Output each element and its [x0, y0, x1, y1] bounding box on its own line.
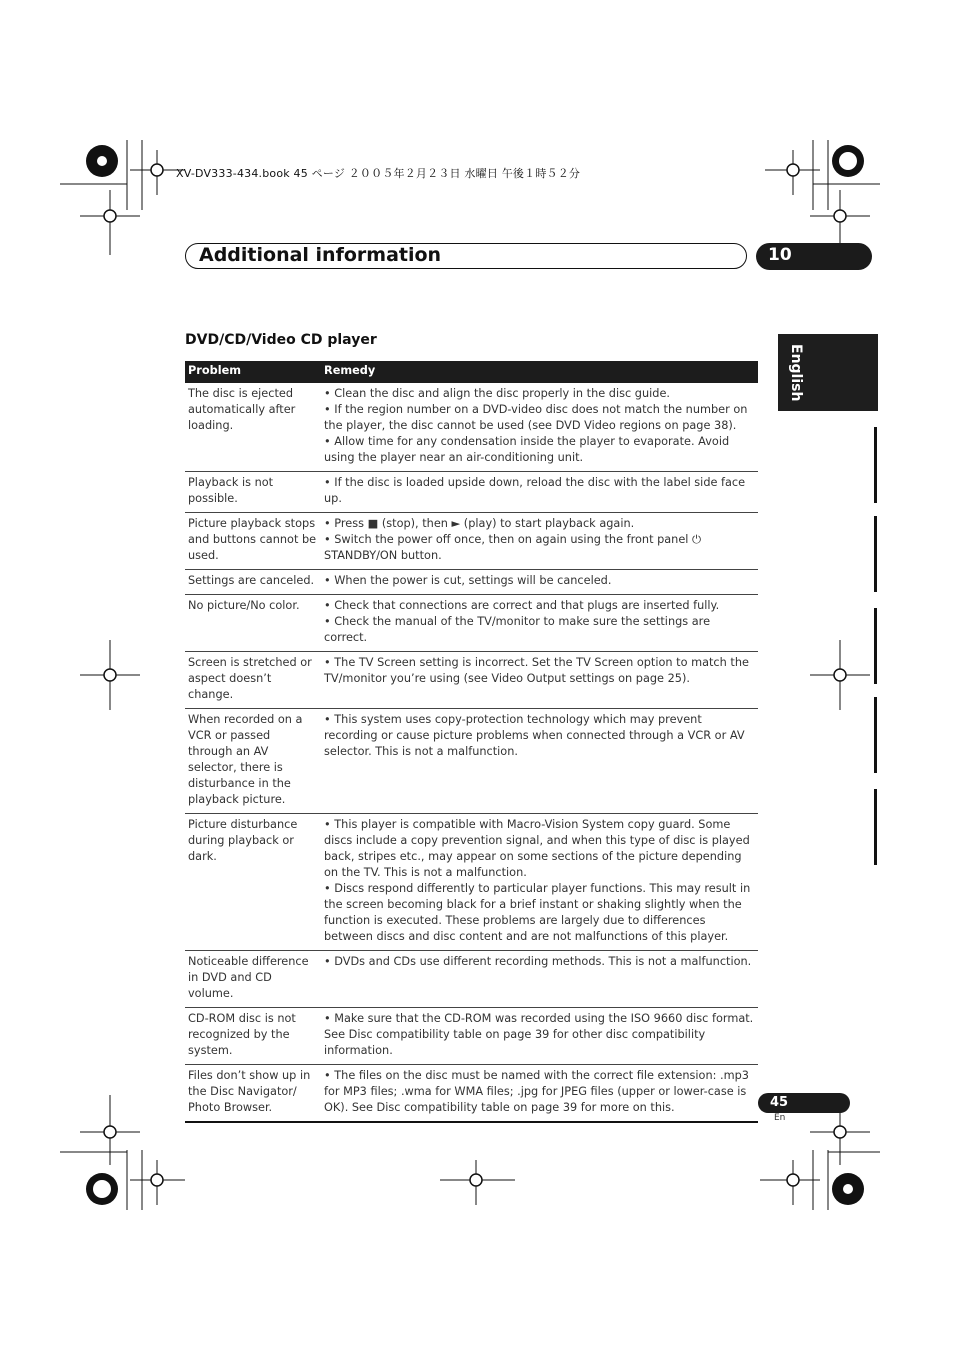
table-row [185, 951, 758, 1008]
side-bar [874, 789, 877, 865]
remedy-cell [321, 951, 758, 1008]
remedy-cell [321, 652, 758, 709]
table-row [185, 383, 758, 472]
language-tab-label: English [788, 344, 804, 402]
remedy-item: • This system uses copy-protection technology which may prevent recording or cause picture problems when connected through a VCR or AV selector. This is not a malfunction. [324, 713, 745, 758]
remedy-cell [321, 595, 758, 652]
table-row [185, 814, 758, 951]
remedy-cell [321, 513, 758, 570]
table-row [185, 595, 758, 652]
remedy-item: • Check that connections are correct and that plugs are inserted fully. [324, 599, 720, 612]
remedy-item: • This player is compatible with Macro-Vision System copy guard. Some discs include a copy prevention signal, and when this type of disc is played back, stripes etc., may appear on some sections of the picture depending on the TV. This is not a malfunction. [324, 818, 750, 879]
remedy-item: • If the region number on a DVD-video disc does not match the number on the player, the disc cannot be used (see DVD Video regions on page 38). [324, 403, 748, 432]
remedy-item: • Make sure that the CD-ROM was recorded using the ISO 9660 disc format. See Disc compatibility table on page 39 for other disc compatibility information. [324, 1012, 754, 1057]
language-tab [778, 334, 878, 411]
side-bar [874, 516, 877, 592]
remedy-item: • The files on the disc must be named with the correct file extension: .mp3 for MP3 files; .wma for WMA files; .jpg for JPEG files (upper or lower-case is OK). See Disc compatibility table on page 39 for more on this. [324, 1069, 749, 1114]
remedy-cell [321, 1008, 758, 1065]
section-title: DVD/CD/Video CD player [185, 332, 377, 348]
side-bar [874, 697, 877, 773]
remedy-item: • Press ■ (stop), then ► (play) to start playback again. [324, 517, 635, 530]
problem-cell: Settings are canceled. [185, 570, 321, 595]
language-code: En [774, 1113, 786, 1123]
troubleshooting-table [185, 361, 758, 1123]
chapter-number: 10 [768, 245, 792, 265]
table-header-row [185, 361, 758, 383]
remedy-cell [321, 472, 758, 513]
side-bar [874, 427, 877, 503]
remedy-item: • Check the manual of the TV/monitor to make sure the settings are correct. [324, 615, 711, 644]
page-number-badge [758, 1093, 850, 1113]
problem-cell: Playback is not possible. [185, 472, 321, 513]
chapter-badge [756, 243, 872, 270]
remedy-item: • DVDs and CDs use different recording methods. This is not a malfunction. [324, 955, 752, 968]
problem-cell: Picture playback stops and buttons cannot be used. [185, 513, 321, 570]
remedy-cell [321, 383, 758, 472]
column-header-problem: Problem [185, 361, 321, 383]
problem-cell: When recorded on a VCR or passed through an AV selector, there is disturbance in the playback picture. [185, 709, 321, 814]
remedy-item: • Discs respond differently to particular player functions. This may result in the screen becoming black for a brief instant or shaking slightly when the function is executed. These problems are largely due to differences between discs and disc content and are not malfunctions of this player. [324, 882, 751, 943]
table-row [185, 709, 758, 814]
table-row [185, 513, 758, 570]
remedy-item: • The TV Screen setting is incorrect. Set the TV Screen option to match the TV/monitor you’re using (see Video Output settings on page 25). [324, 656, 749, 685]
side-bar [874, 608, 877, 684]
problem-cell: Screen is stretched or aspect doesn’t change. [185, 652, 321, 709]
problem-cell: Picture disturbance during playback or dark. [185, 814, 321, 951]
table-row [185, 1065, 758, 1123]
remedy-cell [321, 570, 758, 595]
table-row [185, 570, 758, 595]
remedy-item: • When the power is cut, settings will be canceled. [324, 574, 612, 587]
table-row [185, 1008, 758, 1065]
problem-cell: No picture/No color. [185, 595, 321, 652]
table-row [185, 472, 758, 513]
remedy-item: • If the disc is loaded upside down, reload the disc with the label side face up. [324, 476, 746, 505]
print-meta-line: XV-DV333-434.book 45 ページ ２００５年２月２３日 水曜日 午後１時５２分 [176, 167, 581, 180]
problem-cell: Noticeable difference in DVD and CD volume. [185, 951, 321, 1008]
remedy-cell [321, 709, 758, 814]
problem-cell: CD-ROM disc is not recognized by the system. [185, 1008, 321, 1065]
table-row [185, 652, 758, 709]
remedy-item: • Clean the disc and align the disc properly in the disc guide. [324, 387, 670, 400]
problem-cell: The disc is ejected automatically after loading. [185, 383, 321, 472]
remedy-item: • Allow time for any condensation inside the player to evaporate. Avoid using the player near an air-conditioning unit. [324, 435, 730, 464]
remedy-cell [321, 814, 758, 951]
page-number: 45 [770, 1095, 789, 1110]
problem-cell: Files don’t show up in the Disc Navigator/ Photo Browser. [185, 1065, 321, 1123]
remedy-item: • Switch the power off once, then on again using the front panel ⏻ STANDBY/ON button. [324, 533, 701, 562]
column-header-remedy: Remedy [321, 361, 758, 383]
page-title: Additional information [199, 244, 442, 266]
remedy-cell [321, 1065, 758, 1123]
